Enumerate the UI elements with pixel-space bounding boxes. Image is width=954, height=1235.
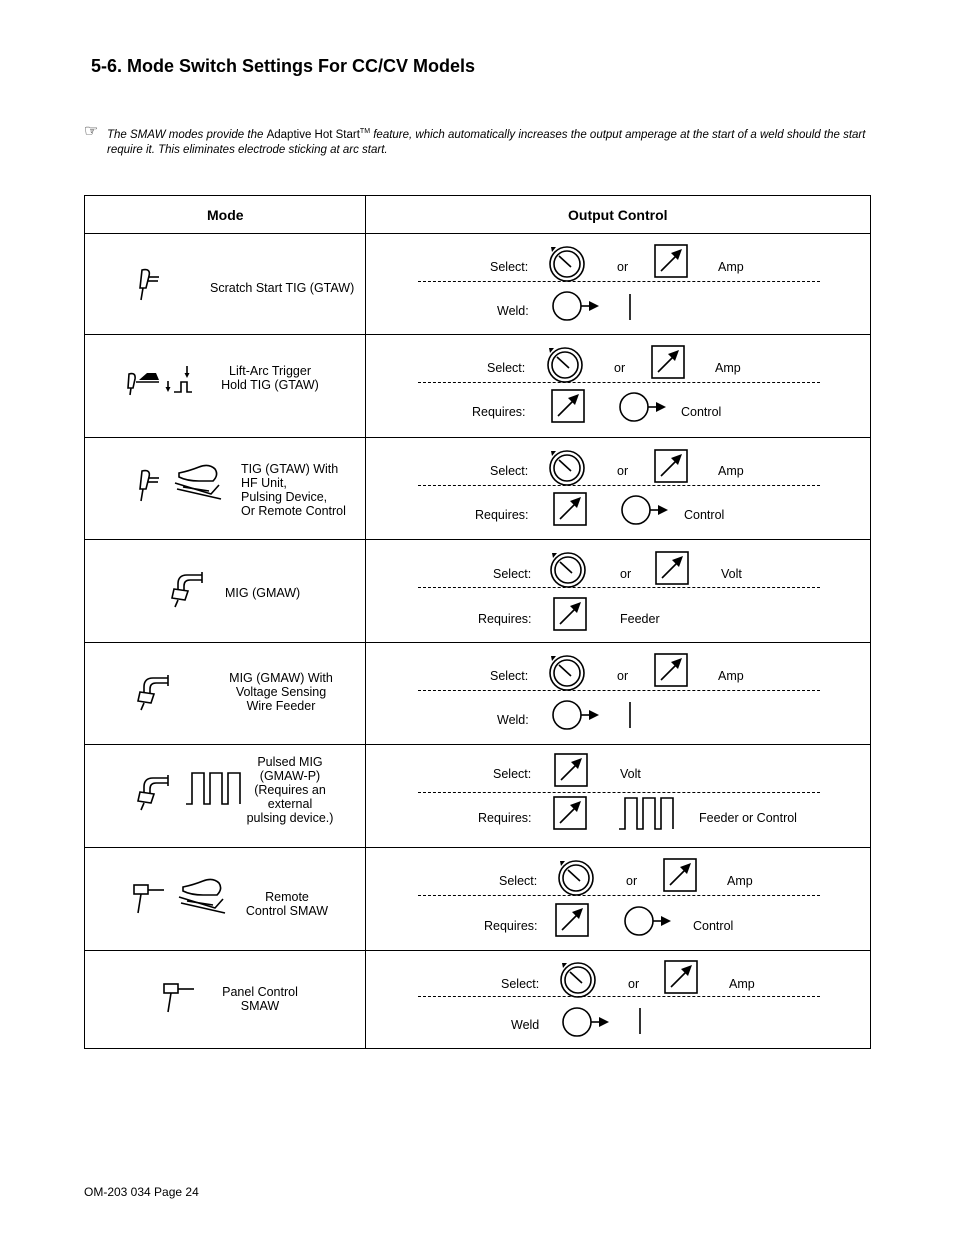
panel-knob-icon xyxy=(547,244,587,284)
weld-label: Weld xyxy=(511,1018,540,1032)
feeder-or-control-label: Feeder or Control xyxy=(699,811,797,825)
amp-label: Amp xyxy=(727,874,753,888)
weld-label: Weld: xyxy=(497,304,529,318)
mode-label: Pulsed MIG (GMAW-P) (Requires an external pulsing device.) xyxy=(246,755,334,825)
feeder-label: Feeder xyxy=(620,612,660,626)
or-label: or xyxy=(617,260,629,274)
table-header xyxy=(84,195,871,234)
pulse-waveform-icon xyxy=(618,796,676,830)
mode-settings-table xyxy=(84,195,871,1050)
select-label: Select: xyxy=(501,977,540,991)
mode-label: MIG (GMAW) With Voltage Sensing Wire Feeder xyxy=(229,671,333,713)
mode-row-scratch-start-tig xyxy=(84,233,871,335)
amperage-meter-icon xyxy=(553,492,587,526)
or-label: or xyxy=(617,669,629,683)
select-label: Select: xyxy=(493,767,532,781)
divider-line xyxy=(418,485,820,486)
mode-label: Scratch Start TIG (GTAW) xyxy=(210,281,355,295)
select-label: Select: xyxy=(487,361,526,375)
mode-column-header: Mode xyxy=(207,207,244,223)
amp-label: Amp xyxy=(729,977,755,991)
pointing-hand-icon: ☞ xyxy=(84,123,99,140)
mig-gun-icon xyxy=(135,672,179,712)
voltage-meter-icon xyxy=(655,551,689,585)
select-label: Select: xyxy=(490,669,529,683)
page-footer: OM-203 034 Page 24 xyxy=(84,1185,199,1199)
pulse-waveform-icon xyxy=(185,771,243,805)
mode-label: Lift-Arc Trigger Hold TIG (GTAW) xyxy=(221,364,319,392)
or-label: or xyxy=(620,567,632,581)
requires-label: Requires: xyxy=(472,405,526,419)
contactor-on-icon xyxy=(627,293,633,321)
requires-label: Requires: xyxy=(478,612,532,626)
requires-label: Requires: xyxy=(475,508,529,522)
amperage-meter-icon xyxy=(664,960,698,994)
lift-arc-torch-icon xyxy=(125,364,205,398)
mode-row-mig-voltage-sensing xyxy=(84,642,871,745)
control-label: Control xyxy=(681,405,722,419)
section-heading: 5-6. Mode Switch Settings For CC/CV Models xyxy=(91,56,476,76)
amp-label: Amp xyxy=(718,669,744,683)
amperage-meter-icon xyxy=(651,345,685,379)
control-label: Control xyxy=(684,508,725,522)
foot-pedal-icon xyxy=(173,875,231,917)
mode-row-pulsed-mig xyxy=(84,744,871,848)
note-text: The SMAW modes provide the Adaptive Hot Start™ feature, which automatically increases the output amperage at the start of a weld should the start require it. This eliminates electrode sticking at arc start. xyxy=(107,128,866,156)
contactor-on-icon xyxy=(637,1007,643,1035)
select-label: Select: xyxy=(499,874,538,888)
voltage-meter-icon xyxy=(553,796,587,830)
remote-control-icon xyxy=(560,1005,610,1039)
remote-control-icon xyxy=(619,493,669,527)
divider-line xyxy=(418,382,820,383)
amp-label: Amp xyxy=(718,464,744,478)
mode-label: TIG (GTAW) With HF Unit, Pulsing Device, Or Remote Control xyxy=(241,462,346,518)
panel-knob-icon xyxy=(556,858,596,898)
amperage-meter-icon xyxy=(663,858,697,892)
requires-label: Requires: xyxy=(478,811,532,825)
remote-control-icon xyxy=(622,904,672,938)
mode-label: MIG (GMAW) xyxy=(225,586,301,600)
amperage-meter-icon xyxy=(654,244,688,278)
select-label: Select: xyxy=(490,464,529,478)
or-label: or xyxy=(628,977,640,991)
stick-electrode-holder-icon xyxy=(163,982,197,1016)
tig-torch-icon xyxy=(135,468,161,504)
divider-line xyxy=(418,690,820,691)
volt-label: Volt xyxy=(620,767,641,781)
amperage-meter-icon xyxy=(555,903,589,937)
control-label: Control xyxy=(693,919,734,933)
voltage-meter-icon xyxy=(554,753,588,787)
panel-knob-icon xyxy=(547,653,587,693)
weld-label: Weld: xyxy=(497,713,529,727)
amp-label: Amp xyxy=(715,361,741,375)
volt-label: Volt xyxy=(721,567,742,581)
foot-pedal-icon xyxy=(169,461,227,503)
mode-label: Panel Control SMAW xyxy=(222,985,298,1013)
or-label: or xyxy=(614,361,626,375)
amperage-meter-icon xyxy=(654,449,688,483)
mode-row-mig xyxy=(84,539,871,643)
divider-line xyxy=(418,281,820,282)
remote-control-icon xyxy=(550,289,600,323)
remote-control-icon xyxy=(617,390,667,424)
mode-row-panel-smaw xyxy=(84,950,871,1049)
divider-line xyxy=(418,895,820,896)
amperage-meter-icon xyxy=(551,389,585,423)
mode-row-remote-smaw xyxy=(84,847,871,951)
amperage-meter-icon xyxy=(654,653,688,687)
amp-label: Amp xyxy=(718,260,744,274)
tig-torch-icon xyxy=(135,267,161,303)
mig-gun-icon xyxy=(169,569,213,609)
panel-knob-icon xyxy=(545,345,585,385)
mode-row-tig-hf-remote xyxy=(84,437,871,540)
divider-line xyxy=(418,587,820,588)
mig-gun-icon xyxy=(135,772,179,812)
mode-label: Remote Control SMAW xyxy=(245,890,329,918)
or-label: or xyxy=(626,874,638,888)
panel-knob-icon xyxy=(558,960,598,1000)
select-label: Select: xyxy=(490,260,529,274)
contactor-on-icon xyxy=(627,701,633,729)
stick-electrode-holder-icon xyxy=(133,883,167,917)
divider-line xyxy=(418,792,820,793)
remote-control-icon xyxy=(550,698,600,732)
panel-knob-icon xyxy=(548,550,588,590)
panel-knob-icon xyxy=(547,448,587,488)
mode-row-lift-arc-tig xyxy=(84,334,871,438)
requires-label: Requires: xyxy=(484,919,538,933)
select-label: Select: xyxy=(493,567,532,581)
hot-start-note xyxy=(84,124,874,158)
output-control-column-header: Output Control xyxy=(568,207,668,223)
or-label: or xyxy=(617,464,629,478)
voltage-meter-icon xyxy=(553,597,587,631)
divider-line xyxy=(418,996,820,997)
